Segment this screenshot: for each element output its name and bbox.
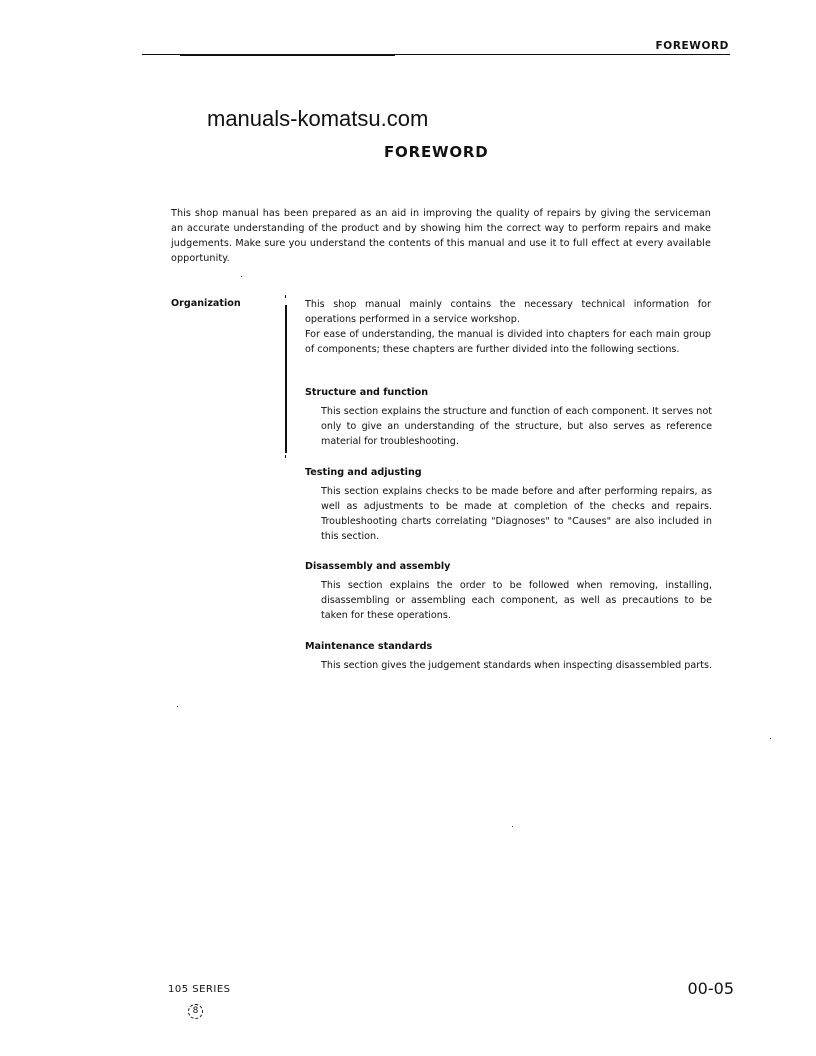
- section-body: This section explains the order to be followed when removing, installing, disassembling or assembling each component, as well as precautions to be taken for these operations.: [321, 580, 712, 621]
- revision-bar-dot: [285, 295, 286, 298]
- organization-body: [305, 297, 711, 357]
- section-heading: Structure and function: [305, 387, 429, 398]
- page-title: FOREWORD: [384, 143, 489, 161]
- organization-label: Organization: [171, 298, 241, 309]
- section-structure-function: [305, 387, 712, 449]
- section-body: This section gives the judgement standards when inspecting disassembled parts.: [321, 660, 713, 671]
- section-testing-adjusting: [305, 467, 712, 544]
- section-body: This section explains checks to be made before and after performing repairs, as well as adjustments to be made at completion of the checks and repairs. Troubleshooting charts correlating "Diagnoses" to "Causes" are also included in this section.: [321, 486, 712, 542]
- page-number: 00-05: [687, 979, 734, 998]
- revision-bar: [285, 305, 287, 453]
- revision-mark: 8: [188, 1004, 203, 1019]
- section-heading: Testing and adjusting: [305, 467, 422, 478]
- section-heading: Maintenance standards: [305, 641, 433, 652]
- section-disassembly-assembly: [305, 561, 712, 623]
- model-series: 105 SERIES: [168, 984, 231, 995]
- section-maintenance-standards: [305, 641, 712, 673]
- running-head: FOREWORD: [655, 40, 729, 52]
- watermark: manuals-komatsu.com: [207, 106, 429, 131]
- scan-speck: [177, 706, 178, 707]
- organization-paragraph: For ease of understanding, the manual is divided into chapters for each main group of components; these chapters are further divided into the following sections.: [305, 329, 711, 355]
- scan-speck: [512, 826, 513, 827]
- section-heading: Disassembly and assembly: [305, 561, 451, 572]
- header-rule-thick: [180, 54, 395, 56]
- organization-paragraph: This shop manual mainly contains the necessary technical information for operations performed in a service workshop.: [305, 299, 711, 325]
- revision-bar-dot: [285, 455, 286, 458]
- intro-paragraph: This shop manual has been prepared as an aid in improving the quality of repairs by giving the serviceman an accurate understanding of the product and by showing him the correct way to perform repairs and make judgements. Make sure you understand the contents of this manual and use it to full effect at every available opportunity.: [171, 208, 711, 264]
- section-body: This section explains the structure and function of each component. It serves not only to give an understanding of the structure, but also serves as reference material for troubleshooting.: [321, 406, 712, 447]
- scan-speck: [241, 276, 242, 277]
- scan-speck: [770, 738, 771, 739]
